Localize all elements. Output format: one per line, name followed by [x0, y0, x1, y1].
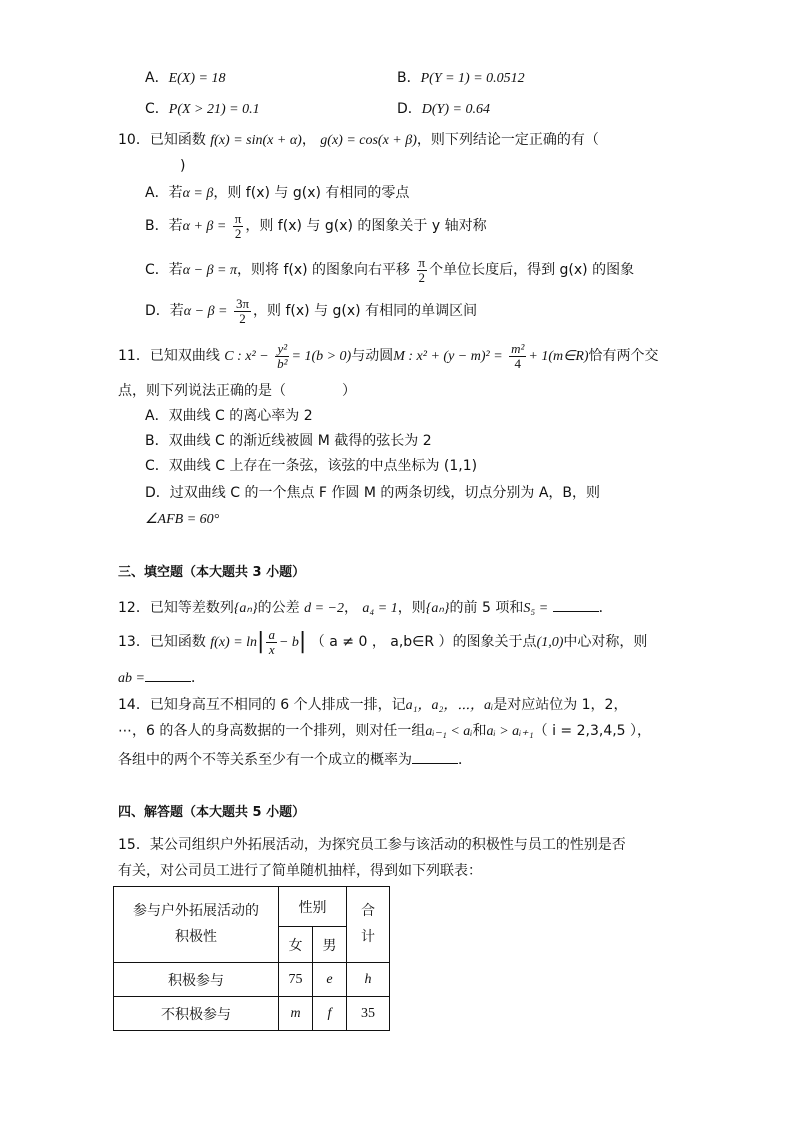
q10-close-paren: ) [180, 158, 186, 174]
contingency-table [113, 886, 390, 1031]
q10-option-b: B．若α + β = $\frac{\pi}{2}$ ，则 f(x) 与 g(x) 的图象关于 y 轴对称 [145, 211, 487, 241]
table-cell: h [347, 963, 390, 997]
q15-line2: 有关，对公司员工进行了简单随机抽样，得到如下列联表： [118, 863, 482, 879]
fraction-pi-over-2: $\frac{\pi}{2}$ [234, 211, 242, 241]
q10-option-c: C．若α − β = π，则将 f(x) 的图象向右平移 $\frac{\pi}{2}$ 个单位长度后，得到 g(x) 的图象 [145, 255, 635, 285]
q15-line1: 15．某公司组织户外拓展活动，为探究员工参与该活动的积极性与员工的性别是否 [118, 837, 626, 853]
answer-blank[interactable] [145, 669, 191, 682]
table-header-total: 合 计 [347, 887, 390, 963]
table-header-activity: 参与户外拓展活动的 积极性 [114, 887, 279, 963]
q13-line2: ab = ． [118, 670, 205, 686]
q11-option-b: B．双曲线 C 的渐近线被圆 M 截得的弦长为 2 [145, 433, 432, 449]
q11-stem: 11．已知双曲线 C : x² − $\frac{\text{y²}}{\text{b²}}$ = 1(b > 0)与动圆M : x² + (y − m)² = $\frac{\text{m²}}{4}$ + 1(m∈R)恰有两个交 [118, 341, 659, 371]
table-cell: e [313, 963, 347, 997]
q11-stem-line2: 点，则下列说法正确的是（ ） [118, 383, 356, 399]
table-cell: 35 [347, 997, 390, 1031]
q10-option-d: D．若α − β = $\frac{3\pi}{2}$ ，则 f(x) 与 g(x) 有相同的单调区间 [145, 296, 478, 326]
q11-option-d: D．过双曲线 C 的一个焦点 F 作圆 M 的两条切线，切点分别为 A，B，则 [145, 485, 601, 501]
table-header-gender: 性别 [279, 887, 347, 927]
answer-blank[interactable] [412, 751, 458, 764]
q11-option-a: A．双曲线 C 的离心率为 2 [145, 408, 313, 424]
table-cell-label: 积极参与 [114, 963, 279, 997]
q12: 12．已知等差数列{aₙ}的公差 d = −2， a₄ = 1，则{aₙ}的前 5 项和S₅ = ． [118, 600, 613, 616]
q11-option-d-line2: ∠AFB = 60° [145, 512, 220, 527]
q14-line2: ⋯，6 的各人的身高数据的一个排列，则对任一组aᵢ₋₁ < aᵢ和aᵢ > aᵢ₊₁（ i = 2,3,4,5 ）， [118, 723, 652, 739]
section-3-heading: 三、填空题（本大题共 3 小题） [118, 565, 306, 580]
fraction-3pi-over-2: $\frac{3\pi}{2}$ [235, 296, 250, 326]
table-cell: m [279, 997, 313, 1031]
q9-option-c: C．P(X > 21) = 0.1 [145, 101, 260, 117]
table-header-female: 女 [279, 927, 313, 963]
q11-option-c: C．双曲线 C 上存在一条弦，该弦的中点坐标为 (1,1) [145, 458, 478, 474]
q10-option-a: A．若α = β，则 f(x) 与 g(x) 有相同的零点 [145, 185, 410, 201]
q14-line3: 各组中的两个不等关系至少有一个成立的概率为 ． [118, 752, 472, 768]
section-4-heading: 四、解答题（本大题共 5 小题） [118, 805, 306, 820]
table-cell: f [313, 997, 347, 1031]
table-row [114, 963, 390, 997]
table-header-male: 男 [313, 927, 347, 963]
q9-option-d: D．D(Y) = 0.64 [397, 101, 490, 117]
fraction-pi-over-2: $\frac{\pi}{2}$ [418, 255, 426, 285]
q10-stem: 10．已知函数 f(x) = sin(x + α)， g(x) = cos(x + β)，则下列结论一定正确的有（ [118, 132, 599, 148]
table-cell: 75 [279, 963, 313, 997]
q9-option-b: B．P(Y = 1) = 0.0512 [397, 70, 525, 86]
q13: 13．已知函数 f(x) = ln| $\frac{a}{x}$ − b| （ a ≠ 0 ， a,b∈R ）的图象关于点(1,0)中心对称，则 [118, 627, 648, 657]
table-row [114, 997, 390, 1031]
table-cell-label: 不积极参与 [114, 997, 279, 1031]
q9-option-a: A．E(X) = 18 [145, 70, 226, 86]
q14-line1: 14．已知身高互不相同的 6 个人排成一排，记a₁，a₂，⋯，aᵢ是对应站位为 1，2， [118, 697, 628, 713]
answer-blank[interactable] [553, 599, 599, 612]
